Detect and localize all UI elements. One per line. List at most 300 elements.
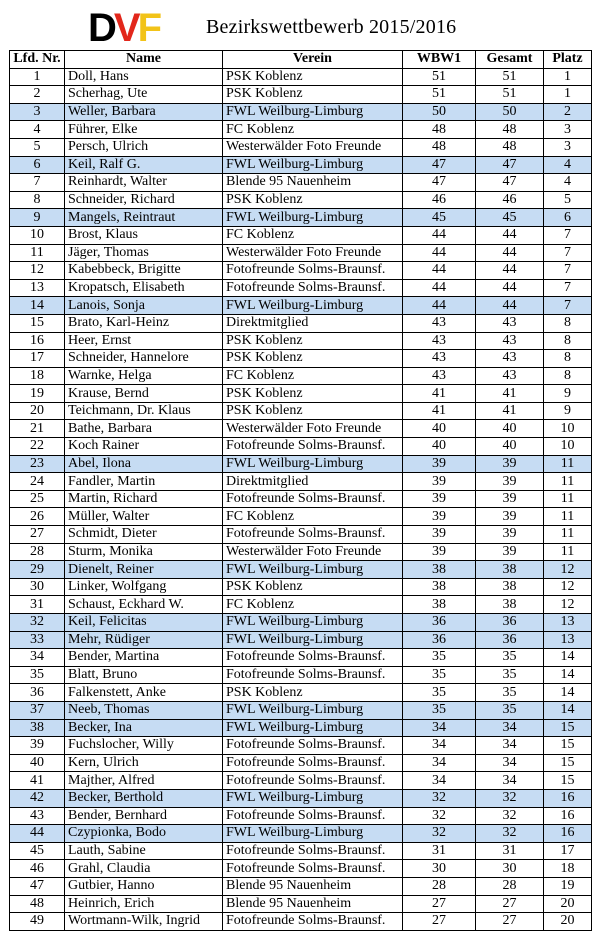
cell-platz: 11: [544, 473, 592, 491]
cell-verein: Fotofreunde Solms-Braunsf.: [223, 262, 403, 280]
cell-wbw1: 40: [403, 438, 476, 456]
cell-name: Martin, Richard: [65, 490, 223, 508]
cell-verein: FWL Weilburg-Limburg: [223, 297, 403, 315]
cell-wbw1: 38: [403, 596, 476, 614]
cell-name: Scherhag, Ute: [65, 86, 223, 104]
cell-gesamt: 34: [476, 737, 544, 755]
cell-verein: Fotofreunde Solms-Braunsf.: [223, 279, 403, 297]
cell-platz: 20: [544, 895, 592, 913]
cell-platz: 3: [544, 138, 592, 156]
cell-wbw1: 38: [403, 578, 476, 596]
table-row: [10, 772, 592, 790]
cell-wbw1: 30: [403, 860, 476, 878]
cell-name: Persch, Ulrich: [65, 138, 223, 156]
table-row: [10, 631, 592, 649]
cell-platz: 16: [544, 807, 592, 825]
cell-name: Falkenstett, Anke: [65, 684, 223, 702]
cell-name: Teichmann, Dr. Klaus: [65, 402, 223, 420]
page-title: Bezirkswettbewerb 2015/2016: [206, 16, 457, 38]
cell-gesamt: 27: [476, 913, 544, 931]
cell-platz: 11: [544, 490, 592, 508]
cell-verein: Fotofreunde Solms-Braunsf.: [223, 842, 403, 860]
cell-gesamt: 32: [476, 807, 544, 825]
cell-gesamt: 27: [476, 895, 544, 913]
cell-platz: 11: [544, 455, 592, 473]
cell-platz: 10: [544, 420, 592, 438]
cell-gesamt: 47: [476, 156, 544, 174]
table-row: [10, 473, 592, 491]
cell-verein: FWL Weilburg-Limburg: [223, 789, 403, 807]
cell-wbw1: 36: [403, 614, 476, 632]
cell-verein: Blende 95 Nauenheim: [223, 877, 403, 895]
cell-lfd-nr: 36: [10, 684, 65, 702]
cell-lfd-nr: 27: [10, 526, 65, 544]
cell-verein: PSK Koblenz: [223, 191, 403, 209]
cell-lfd-nr: 7: [10, 174, 65, 192]
cell-name: Schneider, Hannelore: [65, 350, 223, 368]
cell-verein: FWL Weilburg-Limburg: [223, 631, 403, 649]
cell-gesamt: 44: [476, 297, 544, 315]
cell-verein: Fotofreunde Solms-Braunsf.: [223, 860, 403, 878]
table-row: [10, 701, 592, 719]
cell-lfd-nr: 41: [10, 772, 65, 790]
cell-gesamt: 50: [476, 103, 544, 121]
cell-wbw1: 44: [403, 297, 476, 315]
cell-lfd-nr: 34: [10, 649, 65, 667]
cell-wbw1: 34: [403, 719, 476, 737]
cell-lfd-nr: 18: [10, 367, 65, 385]
table-header-row: [10, 51, 592, 69]
cell-platz: 10: [544, 438, 592, 456]
cell-wbw1: 38: [403, 561, 476, 579]
cell-platz: 15: [544, 754, 592, 772]
cell-lfd-nr: 9: [10, 209, 65, 227]
cell-lfd-nr: 29: [10, 561, 65, 579]
cell-verein: Westerwälder Foto Freunde: [223, 420, 403, 438]
cell-name: Becker, Berthold: [65, 789, 223, 807]
page-header: [0, 0, 600, 50]
cell-platz: 16: [544, 789, 592, 807]
logo-letter-v: V: [113, 6, 138, 50]
cell-name: Dienelt, Reiner: [65, 561, 223, 579]
cell-verein: Fotofreunde Solms-Braunsf.: [223, 490, 403, 508]
cell-wbw1: 47: [403, 174, 476, 192]
cell-gesamt: 31: [476, 842, 544, 860]
cell-verein: PSK Koblenz: [223, 684, 403, 702]
cell-gesamt: 45: [476, 209, 544, 227]
cell-platz: 4: [544, 174, 592, 192]
table-row: [10, 103, 592, 121]
table-row: [10, 191, 592, 209]
results-table: [9, 50, 592, 931]
cell-gesamt: 35: [476, 701, 544, 719]
cell-lfd-nr: 5: [10, 138, 65, 156]
cell-platz: 12: [544, 578, 592, 596]
cell-gesamt: 40: [476, 438, 544, 456]
cell-lfd-nr: 10: [10, 226, 65, 244]
cell-name: Bender, Bernhard: [65, 807, 223, 825]
cell-wbw1: 35: [403, 666, 476, 684]
cell-verein: Direktmitglied: [223, 473, 403, 491]
table-row: [10, 297, 592, 315]
table-row: [10, 842, 592, 860]
table-row: [10, 508, 592, 526]
cell-verein: Direktmitglied: [223, 314, 403, 332]
cell-name: Blatt, Bruno: [65, 666, 223, 684]
cell-name: Jäger, Thomas: [65, 244, 223, 262]
cell-lfd-nr: 42: [10, 789, 65, 807]
cell-wbw1: 41: [403, 385, 476, 403]
cell-lfd-nr: 39: [10, 737, 65, 755]
cell-wbw1: 35: [403, 649, 476, 667]
cell-wbw1: 43: [403, 314, 476, 332]
table-row: [10, 596, 592, 614]
cell-gesamt: 36: [476, 631, 544, 649]
cell-name: Mangels, Reintraut: [65, 209, 223, 227]
cell-wbw1: 31: [403, 842, 476, 860]
cell-wbw1: 48: [403, 138, 476, 156]
cell-platz: 7: [544, 262, 592, 280]
cell-verein: PSK Koblenz: [223, 332, 403, 350]
cell-gesamt: 38: [476, 561, 544, 579]
cell-gesamt: 44: [476, 226, 544, 244]
cell-verein: FWL Weilburg-Limburg: [223, 614, 403, 632]
cell-platz: 15: [544, 772, 592, 790]
cell-lfd-nr: 31: [10, 596, 65, 614]
cell-platz: 1: [544, 86, 592, 104]
cell-gesamt: 39: [476, 543, 544, 561]
cell-lfd-nr: 28: [10, 543, 65, 561]
cell-platz: 19: [544, 877, 592, 895]
cell-name: Doll, Hans: [65, 68, 223, 86]
cell-lfd-nr: 43: [10, 807, 65, 825]
cell-lfd-nr: 32: [10, 614, 65, 632]
cell-lfd-nr: 14: [10, 297, 65, 315]
cell-lfd-nr: 8: [10, 191, 65, 209]
cell-gesamt: 30: [476, 860, 544, 878]
cell-gesamt: 36: [476, 614, 544, 632]
dvf-logo: [88, 8, 159, 48]
cell-platz: 4: [544, 156, 592, 174]
cell-wbw1: 27: [403, 913, 476, 931]
table-row: [10, 226, 592, 244]
cell-wbw1: 39: [403, 543, 476, 561]
cell-lfd-nr: 17: [10, 350, 65, 368]
table-row: [10, 860, 592, 878]
cell-wbw1: 44: [403, 226, 476, 244]
cell-verein: FWL Weilburg-Limburg: [223, 561, 403, 579]
cell-wbw1: 34: [403, 772, 476, 790]
cell-gesamt: 44: [476, 244, 544, 262]
cell-platz: 9: [544, 385, 592, 403]
cell-gesamt: 51: [476, 86, 544, 104]
table-row: [10, 825, 592, 843]
table-row: [10, 314, 592, 332]
table-row: [10, 420, 592, 438]
cell-gesamt: 51: [476, 68, 544, 86]
header-name: Name: [65, 51, 223, 69]
cell-verein: Fotofreunde Solms-Braunsf.: [223, 807, 403, 825]
cell-wbw1: 43: [403, 332, 476, 350]
cell-platz: 8: [544, 367, 592, 385]
cell-platz: 15: [544, 719, 592, 737]
cell-gesamt: 43: [476, 367, 544, 385]
table-row: [10, 614, 592, 632]
cell-verein: Fotofreunde Solms-Braunsf.: [223, 666, 403, 684]
header-verein: Verein: [223, 51, 403, 69]
table-row: [10, 174, 592, 192]
table-row: [10, 490, 592, 508]
cell-name: Keil, Ralf G.: [65, 156, 223, 174]
cell-lfd-nr: 23: [10, 455, 65, 473]
cell-lfd-nr: 48: [10, 895, 65, 913]
cell-lfd-nr: 16: [10, 332, 65, 350]
cell-name: Krause, Bernd: [65, 385, 223, 403]
cell-platz: 14: [544, 684, 592, 702]
cell-gesamt: 47: [476, 174, 544, 192]
cell-verein: FWL Weilburg-Limburg: [223, 209, 403, 227]
table-row: [10, 737, 592, 755]
cell-platz: 12: [544, 561, 592, 579]
table-row: [10, 262, 592, 280]
cell-platz: 14: [544, 649, 592, 667]
table-row: [10, 895, 592, 913]
cell-gesamt: 39: [476, 508, 544, 526]
table-row: [10, 86, 592, 104]
cell-lfd-nr: 2: [10, 86, 65, 104]
cell-platz: 6: [544, 209, 592, 227]
cell-lfd-nr: 21: [10, 420, 65, 438]
cell-name: Mehr, Rüdiger: [65, 631, 223, 649]
cell-platz: 11: [544, 543, 592, 561]
cell-name: Schmidt, Dieter: [65, 526, 223, 544]
cell-lfd-nr: 30: [10, 578, 65, 596]
cell-lfd-nr: 11: [10, 244, 65, 262]
cell-wbw1: 40: [403, 420, 476, 438]
table-row: [10, 455, 592, 473]
cell-wbw1: 47: [403, 156, 476, 174]
cell-gesamt: 32: [476, 825, 544, 843]
table-row: [10, 350, 592, 368]
cell-gesamt: 32: [476, 789, 544, 807]
cell-lfd-nr: 37: [10, 701, 65, 719]
cell-verein: Westerwälder Foto Freunde: [223, 244, 403, 262]
cell-wbw1: 43: [403, 367, 476, 385]
cell-name: Müller, Walter: [65, 508, 223, 526]
table-row: [10, 578, 592, 596]
cell-verein: Fotofreunde Solms-Braunsf.: [223, 772, 403, 790]
cell-lfd-nr: 22: [10, 438, 65, 456]
cell-wbw1: 34: [403, 754, 476, 772]
cell-verein: FC Koblenz: [223, 226, 403, 244]
cell-gesamt: 28: [476, 877, 544, 895]
cell-name: Kabebbeck, Brigitte: [65, 262, 223, 280]
cell-verein: Fotofreunde Solms-Braunsf.: [223, 649, 403, 667]
cell-verein: PSK Koblenz: [223, 385, 403, 403]
cell-wbw1: 28: [403, 877, 476, 895]
table-row: [10, 561, 592, 579]
table-row: [10, 332, 592, 350]
cell-lfd-nr: 1: [10, 68, 65, 86]
table-row: [10, 913, 592, 931]
cell-platz: 14: [544, 701, 592, 719]
cell-lfd-nr: 46: [10, 860, 65, 878]
cell-lfd-nr: 26: [10, 508, 65, 526]
table-row: [10, 684, 592, 702]
cell-name: Lauth, Sabine: [65, 842, 223, 860]
cell-name: Becker, Ina: [65, 719, 223, 737]
table-row: [10, 138, 592, 156]
cell-name: Gutbier, Hanno: [65, 877, 223, 895]
table-row: [10, 402, 592, 420]
cell-lfd-nr: 49: [10, 913, 65, 931]
cell-name: Weller, Barbara: [65, 103, 223, 121]
cell-name: Abel, Ilona: [65, 455, 223, 473]
cell-gesamt: 41: [476, 385, 544, 403]
cell-lfd-nr: 3: [10, 103, 65, 121]
cell-name: Brost, Klaus: [65, 226, 223, 244]
cell-wbw1: 41: [403, 402, 476, 420]
table-row: [10, 209, 592, 227]
cell-name: Heer, Ernst: [65, 332, 223, 350]
cell-verein: Blende 95 Nauenheim: [223, 174, 403, 192]
table-row: [10, 385, 592, 403]
cell-name: Lanois, Sonja: [65, 297, 223, 315]
cell-gesamt: 44: [476, 279, 544, 297]
cell-wbw1: 39: [403, 508, 476, 526]
table-row: [10, 719, 592, 737]
cell-wbw1: 46: [403, 191, 476, 209]
cell-platz: 14: [544, 666, 592, 684]
cell-platz: 8: [544, 350, 592, 368]
cell-lfd-nr: 45: [10, 842, 65, 860]
cell-verein: PSK Koblenz: [223, 402, 403, 420]
cell-gesamt: 44: [476, 262, 544, 280]
cell-verein: FC Koblenz: [223, 121, 403, 139]
cell-platz: 8: [544, 332, 592, 350]
cell-verein: Westerwälder Foto Freunde: [223, 138, 403, 156]
table-row: [10, 807, 592, 825]
cell-lfd-nr: 33: [10, 631, 65, 649]
cell-gesamt: 34: [476, 754, 544, 772]
header-platz: Platz: [544, 51, 592, 69]
table-row: [10, 244, 592, 262]
cell-name: Kropatsch, Elisabeth: [65, 279, 223, 297]
cell-platz: 7: [544, 279, 592, 297]
cell-verein: PSK Koblenz: [223, 68, 403, 86]
table-row: [10, 649, 592, 667]
table-row: [10, 789, 592, 807]
table-row: [10, 156, 592, 174]
cell-gesamt: 39: [476, 455, 544, 473]
cell-wbw1: 39: [403, 490, 476, 508]
cell-verein: Fotofreunde Solms-Braunsf.: [223, 438, 403, 456]
cell-wbw1: 34: [403, 737, 476, 755]
cell-verein: Fotofreunde Solms-Braunsf.: [223, 754, 403, 772]
cell-name: Czypionka, Bodo: [65, 825, 223, 843]
cell-wbw1: 32: [403, 825, 476, 843]
cell-platz: 15: [544, 737, 592, 755]
cell-wbw1: 39: [403, 526, 476, 544]
cell-verein: FWL Weilburg-Limburg: [223, 825, 403, 843]
cell-verein: Fotofreunde Solms-Braunsf.: [223, 737, 403, 755]
cell-platz: 1: [544, 68, 592, 86]
cell-lfd-nr: 35: [10, 666, 65, 684]
cell-gesamt: 39: [476, 490, 544, 508]
cell-name: Fuchslocher, Willy: [65, 737, 223, 755]
cell-name: Führer, Elke: [65, 121, 223, 139]
cell-lfd-nr: 15: [10, 314, 65, 332]
cell-platz: 17: [544, 842, 592, 860]
cell-name: Bathe, Barbara: [65, 420, 223, 438]
cell-verein: Westerwälder Foto Freunde: [223, 543, 403, 561]
cell-lfd-nr: 4: [10, 121, 65, 139]
cell-verein: FC Koblenz: [223, 367, 403, 385]
cell-gesamt: 35: [476, 666, 544, 684]
cell-verein: FC Koblenz: [223, 596, 403, 614]
cell-lfd-nr: 38: [10, 719, 65, 737]
cell-name: Schneider, Richard: [65, 191, 223, 209]
cell-lfd-nr: 44: [10, 825, 65, 843]
cell-wbw1: 39: [403, 473, 476, 491]
header-wbw1: WBW1: [403, 51, 476, 69]
cell-wbw1: 51: [403, 86, 476, 104]
cell-name: Reinhardt, Walter: [65, 174, 223, 192]
cell-platz: 18: [544, 860, 592, 878]
cell-name: Majther, Alfred: [65, 772, 223, 790]
cell-verein: FWL Weilburg-Limburg: [223, 103, 403, 121]
cell-name: Keil, Felicitas: [65, 614, 223, 632]
cell-verein: Fotofreunde Solms-Braunsf.: [223, 913, 403, 931]
cell-name: Heinrich, Erich: [65, 895, 223, 913]
cell-name: Warnke, Helga: [65, 367, 223, 385]
cell-wbw1: 36: [403, 631, 476, 649]
cell-verein: PSK Koblenz: [223, 578, 403, 596]
cell-name: Wortmann-Wilk, Ingrid: [65, 913, 223, 931]
cell-name: Fandler, Martin: [65, 473, 223, 491]
cell-platz: 3: [544, 121, 592, 139]
cell-lfd-nr: 12: [10, 262, 65, 280]
cell-wbw1: 43: [403, 350, 476, 368]
table-row: [10, 543, 592, 561]
cell-name: Bender, Martina: [65, 649, 223, 667]
cell-verein: FWL Weilburg-Limburg: [223, 701, 403, 719]
cell-verein: FWL Weilburg-Limburg: [223, 719, 403, 737]
cell-name: Koch Rainer: [65, 438, 223, 456]
table-row: [10, 754, 592, 772]
cell-wbw1: 51: [403, 68, 476, 86]
cell-lfd-nr: 19: [10, 385, 65, 403]
cell-wbw1: 50: [403, 103, 476, 121]
cell-platz: 12: [544, 596, 592, 614]
cell-verein: FC Koblenz: [223, 508, 403, 526]
cell-wbw1: 35: [403, 684, 476, 702]
cell-platz: 5: [544, 191, 592, 209]
cell-gesamt: 46: [476, 191, 544, 209]
cell-wbw1: 44: [403, 244, 476, 262]
cell-lfd-nr: 47: [10, 877, 65, 895]
cell-name: Brato, Karl-Heinz: [65, 314, 223, 332]
cell-name: Neeb, Thomas: [65, 701, 223, 719]
cell-gesamt: 43: [476, 332, 544, 350]
cell-gesamt: 39: [476, 473, 544, 491]
table-row: [10, 367, 592, 385]
table-row: [10, 279, 592, 297]
table-row: [10, 68, 592, 86]
cell-lfd-nr: 20: [10, 402, 65, 420]
cell-gesamt: 34: [476, 719, 544, 737]
cell-platz: 11: [544, 526, 592, 544]
